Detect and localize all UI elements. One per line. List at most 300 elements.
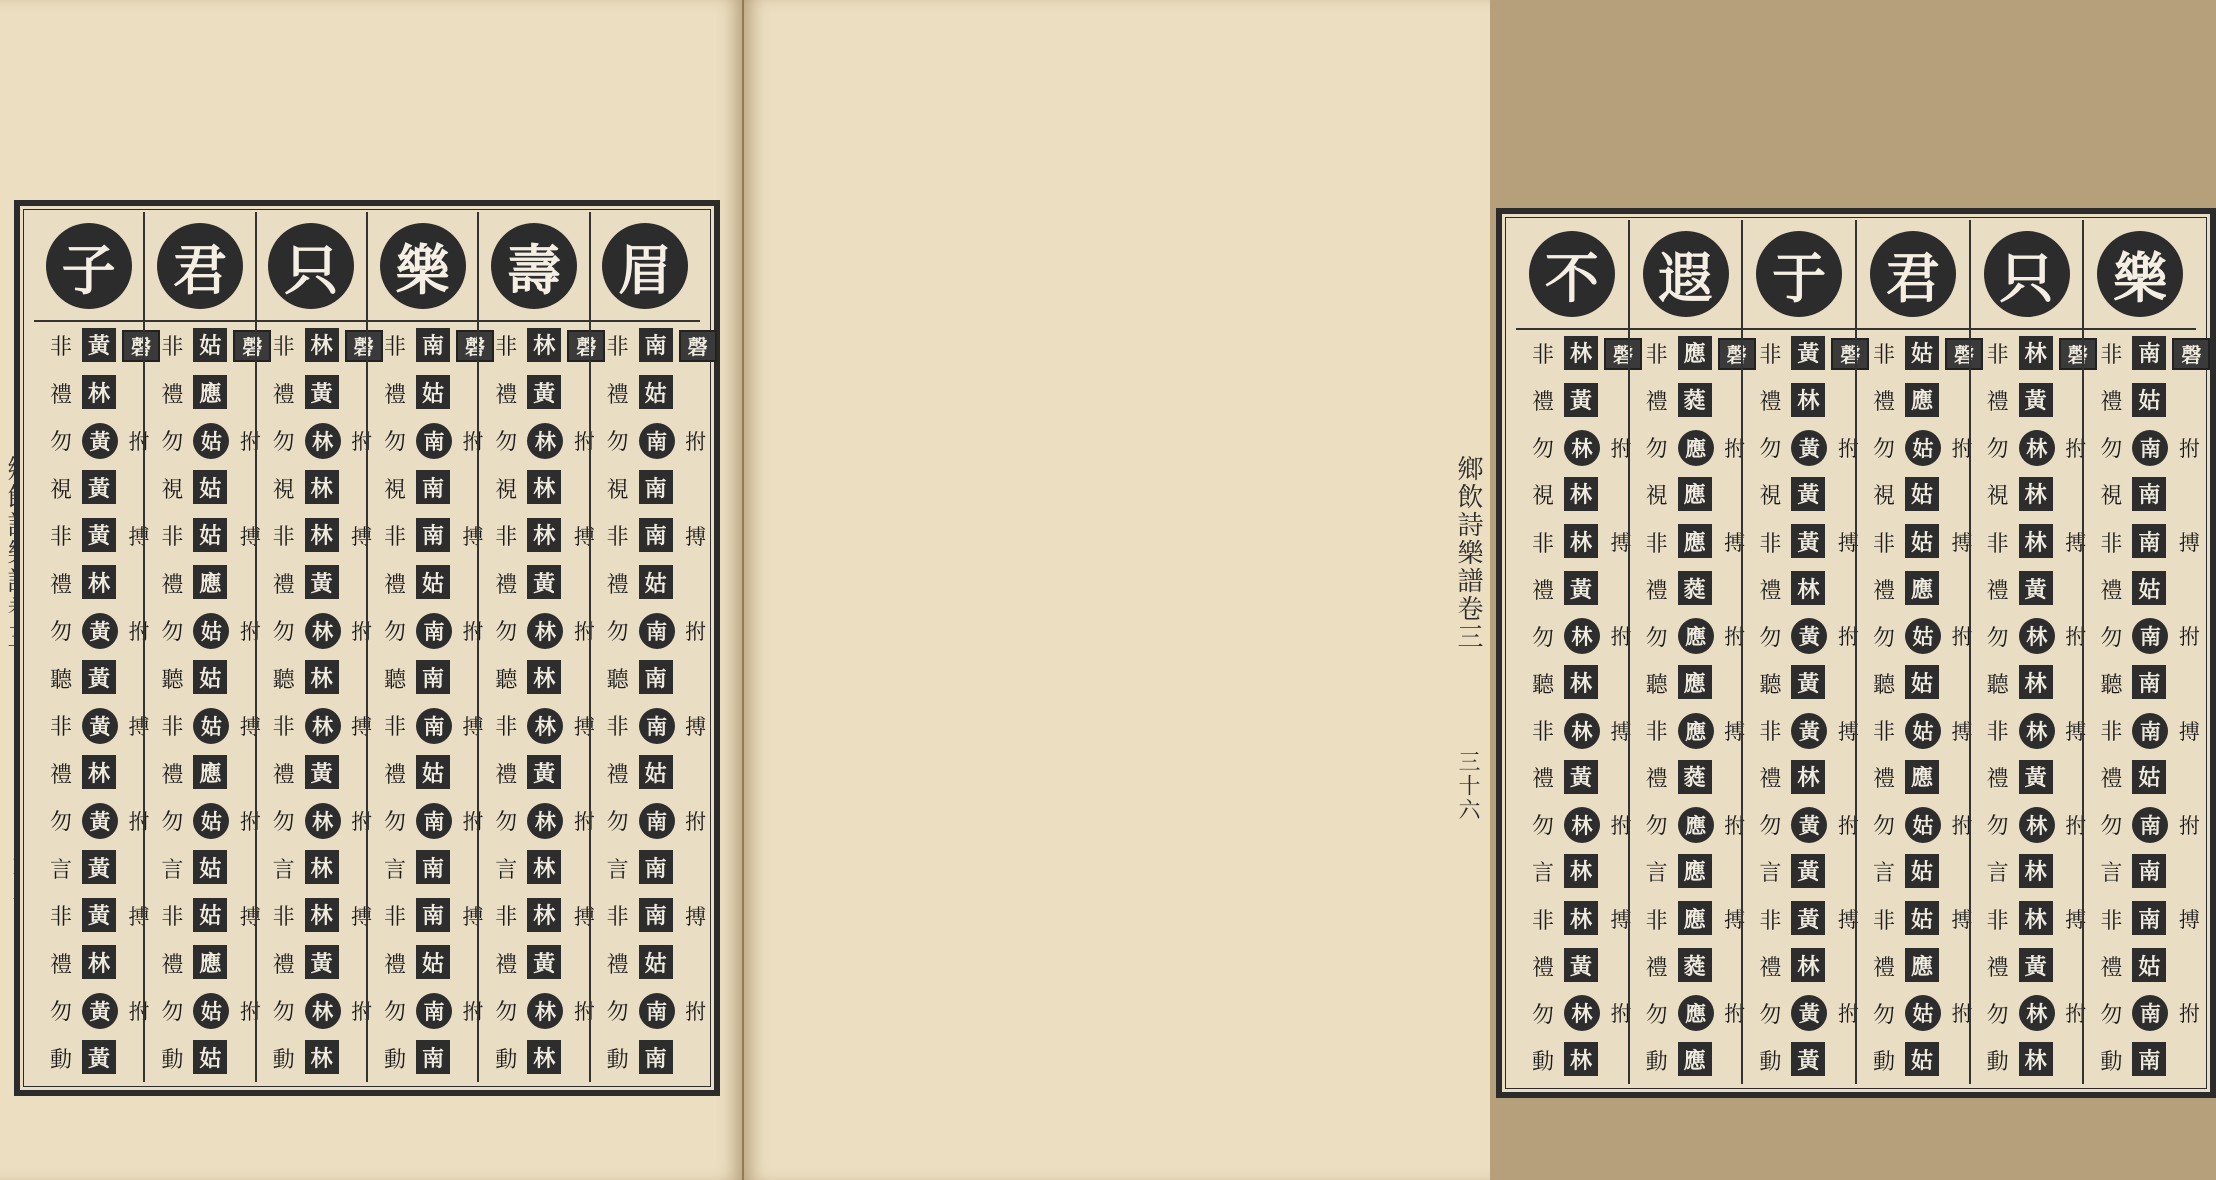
lyric-character: 非 (383, 905, 406, 931)
lyric-character: 禮 (495, 382, 518, 408)
column-heading (591, 212, 700, 322)
pitch-mark: 南 (2132, 854, 2166, 888)
lyric-character: 非 (606, 905, 629, 931)
percussion-mark: 拊 (1837, 625, 1859, 650)
lyric-character: 非 (495, 525, 518, 551)
pitch-mark: 林 (1791, 948, 1825, 982)
percussion-mark: 搏 (685, 714, 707, 739)
lyric-character: 禮 (1986, 578, 2009, 604)
pitch-mark: 林 (305, 708, 341, 744)
pitch-mark: 黃 (1791, 807, 1827, 843)
pitch-mark: 姑 (639, 565, 673, 599)
percussion-mark: 搏 (1610, 908, 1632, 933)
lyric-character: 非 (1645, 531, 1668, 557)
pitch-mark: 林 (2019, 665, 2053, 699)
pitch-mark: 應 (1678, 524, 1712, 558)
percussion-mark: 拊 (1837, 436, 1859, 461)
percussion-mark: 拊 (128, 809, 150, 834)
pitch-mark: 應 (1905, 383, 1939, 417)
lyric-character: 勿 (161, 810, 184, 836)
lyric-character: 勿 (606, 810, 629, 836)
lyric-character: 禮 (383, 762, 406, 788)
pitch-mark: 姑 (1905, 901, 1939, 935)
lyric-character: 勿 (1645, 1002, 1668, 1028)
column-heading (2084, 220, 2196, 330)
percussion-mark: 拊 (239, 809, 261, 834)
percussion-mark: 拊 (128, 429, 150, 454)
lyric-character: 禮 (1645, 767, 1668, 793)
lyric-character: 視 (272, 477, 295, 503)
percussion-mark: 拊 (2178, 625, 2200, 650)
pitch-mark: 南 (2132, 618, 2168, 654)
left-column (255, 212, 374, 1082)
lyric-character: 非 (383, 525, 406, 551)
lyric-character: 言 (272, 857, 295, 883)
lyric-character: 勿 (495, 1000, 518, 1026)
chime-mark: 磬 (122, 330, 160, 362)
right-column (1741, 220, 1861, 1084)
lyric-character: 禮 (1873, 767, 1896, 793)
lyric-character: 動 (1531, 1049, 1554, 1075)
heading-character: 君 (157, 223, 243, 309)
percussion-mark: 搏 (1724, 719, 1746, 744)
pitch-mark: 姑 (193, 803, 229, 839)
percussion-mark: 搏 (1610, 531, 1632, 556)
pitch-mark: 林 (527, 803, 563, 839)
pitch-mark: 黃 (1791, 618, 1827, 654)
heading-character: 子 (46, 223, 132, 309)
pitch-mark: 姑 (193, 613, 229, 649)
column-body (145, 322, 263, 1082)
lyric-character: 禮 (161, 952, 184, 978)
right-score-frame (1496, 208, 2216, 1098)
percussion-mark: 搏 (351, 714, 373, 739)
pitch-mark: 林 (1564, 618, 1600, 654)
percussion-mark: 拊 (462, 999, 484, 1024)
pitch-mark: 姑 (1905, 1042, 1939, 1076)
lyric-character: 禮 (161, 762, 184, 788)
lyric-character: 勿 (495, 430, 518, 456)
percussion-mark: 搏 (128, 524, 150, 549)
pitch-mark: 黃 (1564, 383, 1598, 417)
chime-mark: 磬 (679, 330, 717, 362)
lyric-character: 禮 (272, 952, 295, 978)
lyric-character: 視 (49, 477, 72, 503)
lyric-character: 非 (1873, 720, 1896, 746)
pitch-mark: 南 (2132, 995, 2168, 1031)
lyric-character: 禮 (272, 762, 295, 788)
percussion-mark: 拊 (2178, 813, 2200, 838)
percussion-mark: 拊 (2065, 625, 2087, 650)
pitch-mark: 應 (1678, 713, 1714, 749)
pitch-mark: 林 (527, 518, 561, 552)
percussion-mark: 拊 (573, 999, 595, 1024)
lyric-character: 禮 (606, 382, 629, 408)
pitch-mark: 蕤 (1678, 760, 1712, 794)
heading-character: 不 (1529, 231, 1615, 317)
left-column (477, 212, 597, 1082)
lyric-character: 禮 (1645, 955, 1668, 981)
right-margin-title: 鄉飲詩樂譜卷三 (1453, 455, 1483, 651)
lyric-character: 禮 (49, 762, 72, 788)
pitch-mark: 黃 (82, 518, 116, 552)
lyric-character: 非 (1645, 908, 1668, 934)
pitch-mark: 應 (1905, 571, 1939, 605)
column-heading (1516, 220, 1628, 330)
lyric-character: 言 (495, 857, 518, 883)
pitch-mark: 黃 (82, 470, 116, 504)
pitch-mark: 林 (305, 518, 339, 552)
lyric-character: 非 (161, 335, 184, 361)
pitch-mark: 黃 (82, 708, 118, 744)
lyric-character: 言 (1986, 861, 2009, 887)
percussion-mark: 搏 (2178, 908, 2200, 933)
lyric-character: 動 (49, 1047, 72, 1073)
pitch-mark: 林 (1564, 995, 1600, 1031)
lyric-character: 動 (1986, 1049, 2009, 1075)
lyric-character: 禮 (1986, 955, 2009, 981)
pitch-mark: 應 (1678, 1042, 1712, 1076)
percussion-mark: 搏 (239, 714, 261, 739)
pitch-mark: 姑 (1905, 336, 1939, 370)
pitch-mark: 林 (1791, 760, 1825, 794)
lyric-character: 勿 (1986, 814, 2009, 840)
pitch-mark: 黃 (527, 755, 561, 789)
lyric-character: 勿 (1759, 1002, 1782, 1028)
percussion-mark: 搏 (1610, 719, 1632, 744)
pitch-mark: 林 (1564, 524, 1598, 558)
lyric-character: 動 (1873, 1049, 1896, 1075)
lyric-character: 禮 (1873, 955, 1896, 981)
lyric-character: 禮 (495, 762, 518, 788)
pitch-mark: 黃 (1791, 336, 1825, 370)
percussion-mark: 拊 (462, 809, 484, 834)
percussion-mark: 拊 (2178, 436, 2200, 461)
pitch-mark: 南 (2132, 713, 2168, 749)
heading-character: 樂 (2097, 231, 2183, 317)
pitch-mark: 林 (305, 993, 341, 1029)
chime-mark: 磬 (567, 330, 605, 362)
lyric-character: 勿 (495, 810, 518, 836)
pitch-mark: 應 (1678, 807, 1714, 843)
lyric-character: 勿 (161, 1000, 184, 1026)
pitch-mark: 應 (193, 565, 227, 599)
percussion-mark: 搏 (685, 524, 707, 549)
column-heading (145, 212, 254, 322)
lyric-character: 非 (272, 905, 295, 931)
left-column (34, 212, 151, 1082)
lyric-character: 非 (1759, 531, 1782, 557)
lyric-character: 勿 (1759, 437, 1782, 463)
percussion-mark: 搏 (1837, 531, 1859, 556)
pitch-mark: 林 (527, 660, 561, 694)
percussion-mark: 搏 (573, 904, 595, 929)
pitch-mark: 姑 (1905, 713, 1941, 749)
percussion-mark: 拊 (685, 619, 707, 644)
pitch-mark: 姑 (416, 755, 450, 789)
pitch-mark: 林 (1564, 901, 1598, 935)
pitch-mark: 林 (1564, 1042, 1598, 1076)
percussion-mark: 拊 (573, 429, 595, 454)
lyric-character: 勿 (2100, 1002, 2123, 1028)
lyric-character: 非 (1873, 908, 1896, 934)
lyric-character: 勿 (1531, 814, 1554, 840)
pitch-mark: 林 (527, 708, 563, 744)
lyric-character: 聽 (49, 667, 72, 693)
lyric-character: 言 (49, 857, 72, 883)
pitch-mark: 黃 (2019, 571, 2053, 605)
percussion-mark: 拊 (685, 999, 707, 1024)
lyric-character: 視 (1645, 484, 1668, 510)
lyric-character: 禮 (1873, 390, 1896, 416)
percussion-mark: 拊 (1951, 436, 1973, 461)
pitch-mark: 林 (1791, 571, 1825, 605)
pitch-mark: 姑 (1905, 807, 1941, 843)
left-column (589, 212, 708, 1082)
percussion-mark: 拊 (2178, 1002, 2200, 1027)
pitch-mark: 姑 (193, 423, 229, 459)
lyric-character: 非 (495, 335, 518, 361)
pitch-mark: 姑 (1905, 665, 1939, 699)
column-body (591, 322, 708, 1082)
percussion-mark: 拊 (462, 429, 484, 454)
lyric-character: 勿 (1873, 437, 1896, 463)
column-body (34, 322, 151, 1082)
lyric-character: 禮 (2100, 578, 2123, 604)
pitch-mark: 姑 (1905, 430, 1941, 466)
lyric-character: 非 (161, 905, 184, 931)
pitch-mark: 姑 (193, 1040, 227, 1074)
percussion-mark: 搏 (2178, 719, 2200, 744)
right-column (1516, 220, 1633, 1084)
lyric-character: 勿 (49, 620, 72, 646)
pitch-mark: 黃 (305, 755, 339, 789)
pitch-mark: 林 (305, 328, 339, 362)
chime-mark: 磬 (1831, 338, 1869, 370)
lyric-character: 勿 (1986, 625, 2009, 651)
percussion-mark: 拊 (351, 809, 373, 834)
percussion-mark: 拊 (351, 619, 373, 644)
pitch-mark: 黃 (82, 660, 116, 694)
lyric-character: 禮 (1986, 767, 2009, 793)
pitch-mark: 南 (416, 803, 452, 839)
percussion-mark: 拊 (1610, 436, 1632, 461)
percussion-mark: 搏 (351, 904, 373, 929)
lyric-character: 言 (1873, 861, 1896, 887)
pitch-mark: 林 (1564, 430, 1600, 466)
pitch-mark: 蕤 (1678, 383, 1712, 417)
percussion-mark: 搏 (1951, 908, 1973, 933)
pitch-mark: 黃 (1791, 430, 1827, 466)
percussion-mark: 拊 (1610, 625, 1632, 650)
lyric-character: 非 (161, 715, 184, 741)
pitch-mark: 黃 (82, 1040, 116, 1074)
pitch-mark: 南 (2132, 477, 2166, 511)
lyric-character: 視 (606, 477, 629, 503)
lyric-character: 非 (495, 715, 518, 741)
lyric-character: 非 (1645, 720, 1668, 746)
lyric-character: 言 (2100, 861, 2123, 887)
lyric-character: 勿 (49, 1000, 72, 1026)
pitch-mark: 黃 (82, 898, 116, 932)
column-body (479, 322, 597, 1082)
lyric-character: 視 (1531, 484, 1554, 510)
pitch-mark: 姑 (1905, 618, 1941, 654)
pitch-mark: 姑 (2132, 948, 2166, 982)
percussion-mark: 搏 (1724, 908, 1746, 933)
pitch-mark: 黃 (82, 613, 118, 649)
lyric-character: 禮 (2100, 390, 2123, 416)
pitch-mark: 林 (2019, 618, 2055, 654)
lyric-character: 勿 (2100, 437, 2123, 463)
pitch-mark: 林 (1564, 665, 1598, 699)
pitch-mark: 南 (416, 328, 450, 362)
chime-mark: 磬 (2172, 338, 2210, 370)
lyric-character: 非 (1986, 531, 2009, 557)
pitch-mark: 南 (639, 518, 673, 552)
left-column (143, 212, 263, 1082)
pitch-mark: 黃 (305, 375, 339, 409)
pitch-mark: 應 (193, 755, 227, 789)
pitch-mark: 南 (639, 660, 673, 694)
pitch-mark: 林 (82, 375, 116, 409)
column-heading (368, 212, 477, 322)
pitch-mark: 黃 (82, 803, 118, 839)
column-heading (479, 212, 588, 322)
chime-mark: 磬 (345, 330, 383, 362)
pitch-mark: 黃 (527, 945, 561, 979)
lyric-character: 勿 (1531, 1002, 1554, 1028)
lyric-character: 聽 (1873, 672, 1896, 698)
percussion-mark: 搏 (573, 524, 595, 549)
lyric-character: 禮 (49, 382, 72, 408)
lyric-character: 非 (2100, 531, 2123, 557)
pitch-mark: 姑 (193, 993, 229, 1029)
right-column (1855, 220, 1975, 1084)
lyric-character: 聽 (1986, 672, 2009, 698)
left-score-grid (34, 212, 708, 1082)
pitch-mark: 林 (1564, 713, 1600, 749)
percussion-mark: 搏 (462, 904, 484, 929)
lyric-character: 禮 (495, 952, 518, 978)
lyric-character: 非 (1986, 720, 2009, 746)
lyric-character: 勿 (606, 430, 629, 456)
lyric-character: 視 (1873, 484, 1896, 510)
percussion-mark: 搏 (1951, 719, 1973, 744)
pitch-mark: 應 (1678, 854, 1712, 888)
pitch-mark: 南 (416, 850, 450, 884)
pitch-mark: 南 (639, 850, 673, 884)
pitch-mark: 南 (639, 708, 675, 744)
percussion-mark: 拊 (1951, 813, 1973, 838)
lyric-character: 禮 (2100, 955, 2123, 981)
percussion-mark: 拊 (1724, 1002, 1746, 1027)
pitch-mark: 蕤 (1678, 948, 1712, 982)
lyric-character: 視 (495, 477, 518, 503)
lyric-character: 禮 (1531, 390, 1554, 416)
pitch-mark: 應 (193, 375, 227, 409)
lyric-character: 動 (272, 1047, 295, 1073)
lyric-character: 勿 (2100, 814, 2123, 840)
pitch-mark: 南 (416, 613, 452, 649)
pitch-mark: 姑 (2132, 383, 2166, 417)
lyric-character: 禮 (49, 952, 72, 978)
pitch-mark: 黃 (1791, 1042, 1825, 1076)
pitch-mark: 應 (1678, 430, 1714, 466)
lyric-character: 勿 (1873, 1002, 1896, 1028)
pitch-mark: 黃 (2019, 948, 2053, 982)
pitch-mark: 黃 (82, 423, 118, 459)
lyric-character: 聽 (1645, 672, 1668, 698)
lyric-character: 非 (383, 715, 406, 741)
lyric-character: 非 (49, 905, 72, 931)
lyric-character: 勿 (1986, 437, 2009, 463)
lyric-character: 勿 (49, 430, 72, 456)
pitch-mark: 應 (1678, 995, 1714, 1031)
lyric-character: 勿 (161, 430, 184, 456)
percussion-mark: 搏 (2065, 719, 2087, 744)
lyric-character: 勿 (606, 620, 629, 646)
lyric-character: 非 (2100, 908, 2123, 934)
lyric-character: 禮 (1986, 390, 2009, 416)
pitch-mark: 南 (2132, 665, 2166, 699)
lyric-character: 非 (1986, 343, 2009, 369)
lyric-character: 視 (2100, 484, 2123, 510)
column-body (1743, 330, 1861, 1084)
pitch-mark: 黃 (2019, 383, 2053, 417)
percussion-mark: 搏 (2178, 531, 2200, 556)
pitch-mark: 林 (305, 613, 341, 649)
pitch-mark: 林 (1564, 807, 1600, 843)
percussion-mark: 拊 (239, 999, 261, 1024)
percussion-mark: 搏 (1837, 719, 1859, 744)
pitch-mark: 林 (82, 755, 116, 789)
percussion-mark: 拊 (128, 999, 150, 1024)
heading-character: 壽 (491, 223, 577, 309)
lyric-character: 勿 (272, 1000, 295, 1026)
pitch-mark: 林 (2019, 713, 2055, 749)
pitch-mark: 林 (2019, 995, 2055, 1031)
column-body (1516, 330, 1633, 1084)
pitch-mark: 林 (527, 470, 561, 504)
pitch-mark: 林 (527, 993, 563, 1029)
pitch-mark: 黃 (1564, 571, 1598, 605)
lyric-character: 聽 (1531, 672, 1554, 698)
percussion-mark: 拊 (1837, 1002, 1859, 1027)
pitch-mark: 南 (639, 1040, 673, 1074)
left-page (0, 0, 742, 1180)
lyric-character: 勿 (1645, 437, 1668, 463)
lyric-character: 勿 (606, 1000, 629, 1026)
chime-mark: 磬 (233, 330, 271, 362)
column-heading (257, 212, 366, 322)
heading-character: 眉 (602, 223, 688, 309)
lyric-character: 非 (1531, 908, 1554, 934)
pitch-mark: 蕤 (1678, 571, 1712, 605)
lyric-character: 言 (161, 857, 184, 883)
column-body (1630, 330, 1747, 1084)
lyric-character: 禮 (272, 382, 295, 408)
lyric-character: 言 (606, 857, 629, 883)
pitch-mark: 姑 (416, 375, 450, 409)
pitch-mark: 姑 (193, 518, 227, 552)
pitch-mark: 林 (305, 850, 339, 884)
pitch-mark: 姑 (193, 328, 227, 362)
percussion-mark: 拊 (2065, 813, 2087, 838)
percussion-mark: 拊 (1724, 813, 1746, 838)
lyric-character: 勿 (1645, 814, 1668, 840)
pitch-mark: 林 (305, 660, 339, 694)
